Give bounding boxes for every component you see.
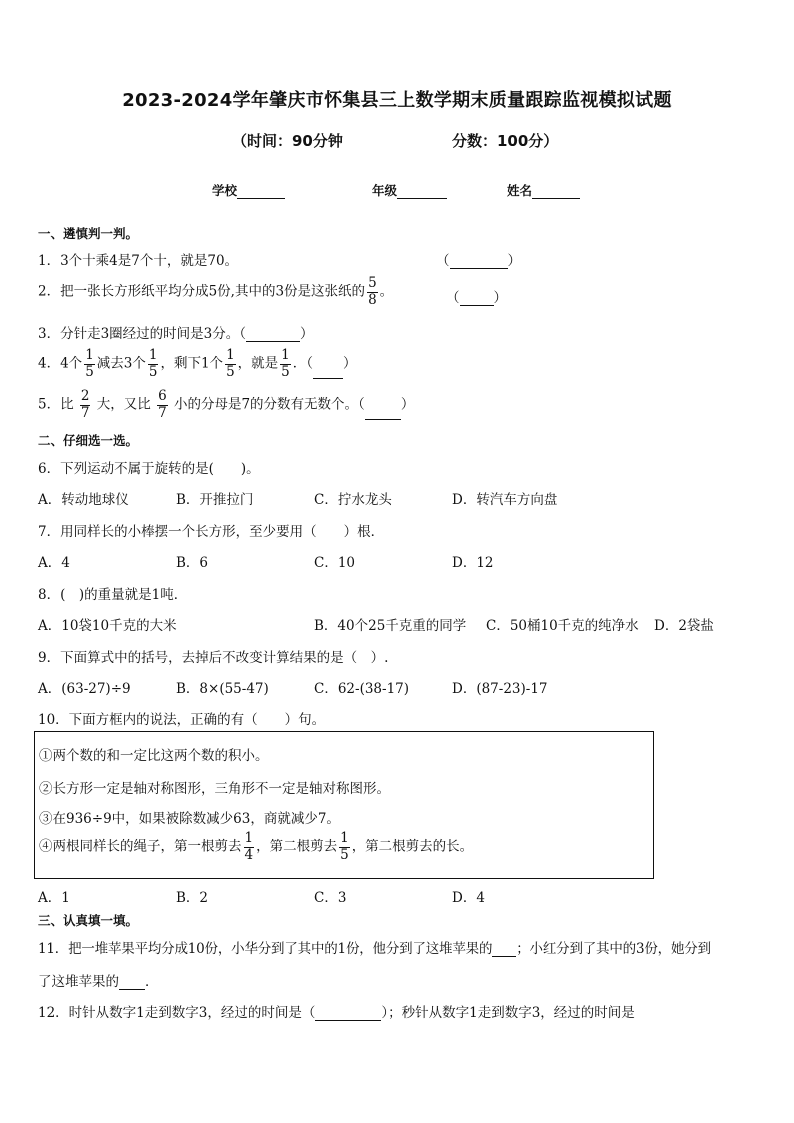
option-b[interactable]: B．2: [176, 890, 209, 906]
question-3: [38, 322, 314, 342]
question-2-answer[interactable]: [446, 286, 507, 306]
q11-part: ．: [145, 974, 159, 990]
paren-open: （: [446, 290, 460, 306]
fraction: $\frac{1}{4}$: [244, 830, 254, 863]
section-3-heading: 三、认真填一填。: [38, 913, 139, 928]
answer-blank[interactable]: [365, 405, 401, 420]
answer-blank[interactable]: [315, 1006, 381, 1021]
q4-part: ，剩下1个: [160, 355, 224, 372]
school-label: 学校: [212, 183, 238, 198]
q4-part: 4．4个: [38, 355, 83, 372]
q11-part: 了这堆苹果的: [38, 974, 119, 990]
question-11: [38, 937, 711, 957]
statement-box: [34, 731, 654, 879]
q4-part: 减去3个: [96, 355, 146, 372]
answer-blank[interactable]: [450, 254, 508, 269]
total-score: 分数：100分）: [452, 132, 559, 150]
q5-part: 小的分母是7的分数有无数个。（: [173, 396, 365, 413]
option-a[interactable]: A．4: [38, 555, 70, 571]
question-6: 6．下列运动不属于旋转的是( )。: [38, 461, 260, 477]
question-12: [38, 1001, 635, 1021]
grade-field: [372, 181, 447, 199]
question-2-text: 2．把一张长方形纸平均分成5份,其中的3份是这张纸的: [38, 283, 366, 300]
option-d[interactable]: D．2袋盐: [654, 618, 714, 634]
option-d[interactable]: D．4: [452, 890, 485, 906]
fraction: $\frac{2}{7}$: [80, 388, 90, 421]
option-c[interactable]: C．50桶10千克的纯净水: [486, 618, 639, 634]
question-4: [38, 349, 357, 379]
statement-4: [39, 832, 473, 862]
option-b[interactable]: B．40个25千克重的同学: [314, 618, 467, 634]
question-9: 9．下面算式中的括号，去掉后不改变计算结果的是（ ）.: [38, 650, 389, 666]
answer-blank[interactable]: [492, 942, 516, 957]
answer-blank[interactable]: [119, 975, 145, 990]
statement-1: ①两个数的和一定比这两个数的积小。: [39, 748, 269, 764]
question-7: 7．用同样长的小棒摆一个长方形，至少要用（ ）根．: [38, 524, 385, 540]
option-d[interactable]: D．12: [452, 555, 494, 571]
question-10: 10．下面方框内的说法，正确的有（ ）句。: [38, 712, 326, 728]
option-b[interactable]: B．6: [176, 555, 209, 571]
school-blank[interactable]: [237, 184, 285, 199]
q4-part: ．（: [292, 355, 313, 372]
question-3-text: 3．分针走3圈经过的时间是3分。（: [38, 326, 247, 342]
question-8: 8．( )的重量就是1吨．: [38, 587, 188, 603]
answer-blank[interactable]: [246, 327, 300, 342]
question-1-answer[interactable]: [436, 249, 521, 269]
q5-part: 5．比: [38, 396, 74, 413]
paren-close: ）: [300, 326, 314, 342]
option-c[interactable]: C．10: [314, 555, 356, 571]
statement-4-part: ④两根同样长的绳子，第一根剪去: [39, 838, 242, 855]
fraction: $\frac{6}{7}$: [158, 388, 167, 421]
q4-part: ）: [343, 355, 357, 372]
statement-4-part: ，第二根剪去: [256, 838, 338, 855]
paren-close: ）: [507, 253, 521, 269]
paren-open: （: [436, 253, 450, 269]
q12-part: ）；秒针从数字1走到数字3，经过的时间是: [381, 1005, 635, 1021]
answer-blank[interactable]: [313, 364, 343, 379]
option-c[interactable]: C．拧水龙头: [314, 492, 392, 508]
option-b[interactable]: B．开推拉门: [176, 492, 254, 508]
section-1-heading: 一、遴慎判一判。: [38, 226, 139, 241]
section-2-heading: 二、仔细选一选。: [38, 433, 139, 448]
fraction: $\frac{1}{5}$: [340, 830, 349, 863]
q11-part: ；小红分到了其中的3份，她分到: [516, 941, 711, 957]
q5-part: ）: [400, 396, 415, 413]
name-label: 姓名: [507, 183, 533, 198]
q12-part: 12．时针从数字1走到数字3，经过的时间是（: [38, 1005, 316, 1021]
q5-part: 大，又比: [96, 396, 151, 413]
option-a[interactable]: A．(63-27)÷9: [38, 681, 131, 697]
fraction: $\frac{1}{5}$: [148, 347, 158, 380]
statement-4-part: ，第二根剪去的长。: [351, 838, 474, 855]
paren-close: ）: [493, 290, 507, 306]
fraction: $\frac{1}{5}$: [85, 347, 94, 380]
fraction: $\frac{1}{5}$: [226, 347, 235, 380]
question-1: 1．3个十乘4是7个十，就是70。: [38, 253, 239, 269]
option-d[interactable]: D．(87-23)-17: [452, 681, 548, 697]
option-c[interactable]: C．3: [314, 890, 347, 906]
time-limit: （时间：90分钟: [232, 132, 343, 150]
q4-part: ，就是: [237, 355, 279, 372]
option-a[interactable]: A．转动地球仪: [38, 492, 129, 508]
school-field: [212, 181, 285, 199]
fraction: $\frac{1}{5}$: [281, 347, 290, 380]
option-d[interactable]: D．转汽车方向盘: [452, 492, 558, 508]
question-5: [38, 390, 414, 420]
page-title: 2023-2024学年肇庆市怀集县三上数学期末质量跟踪监视模拟试题: [122, 90, 672, 111]
option-a[interactable]: A．10袋10千克的大米: [38, 618, 177, 634]
fraction: $\frac{5}{8}$: [368, 275, 377, 308]
option-c[interactable]: C．62-(38-17): [314, 681, 410, 697]
question-2: [38, 277, 393, 307]
option-b[interactable]: B．8×(55-47): [176, 681, 269, 697]
answer-blank[interactable]: [460, 291, 494, 306]
statement-3: ③在936÷9中，如果被除数减少63，商就减少7。: [39, 811, 340, 827]
name-blank[interactable]: [532, 184, 580, 199]
name-field: [507, 181, 580, 199]
question-2-end: 。: [379, 283, 394, 300]
statement-2: ②长方形一定是轴对称图形，三角形不一定是轴对称图形。: [39, 781, 390, 797]
grade-blank[interactable]: [397, 184, 447, 199]
option-a[interactable]: A．1: [38, 890, 70, 906]
q11-part: 11．把一堆苹果平均分成10份，小华分到了其中的1份，他分到了这堆苹果的: [38, 941, 493, 957]
grade-label: 年级: [372, 183, 398, 198]
question-11-cont: [38, 970, 159, 990]
